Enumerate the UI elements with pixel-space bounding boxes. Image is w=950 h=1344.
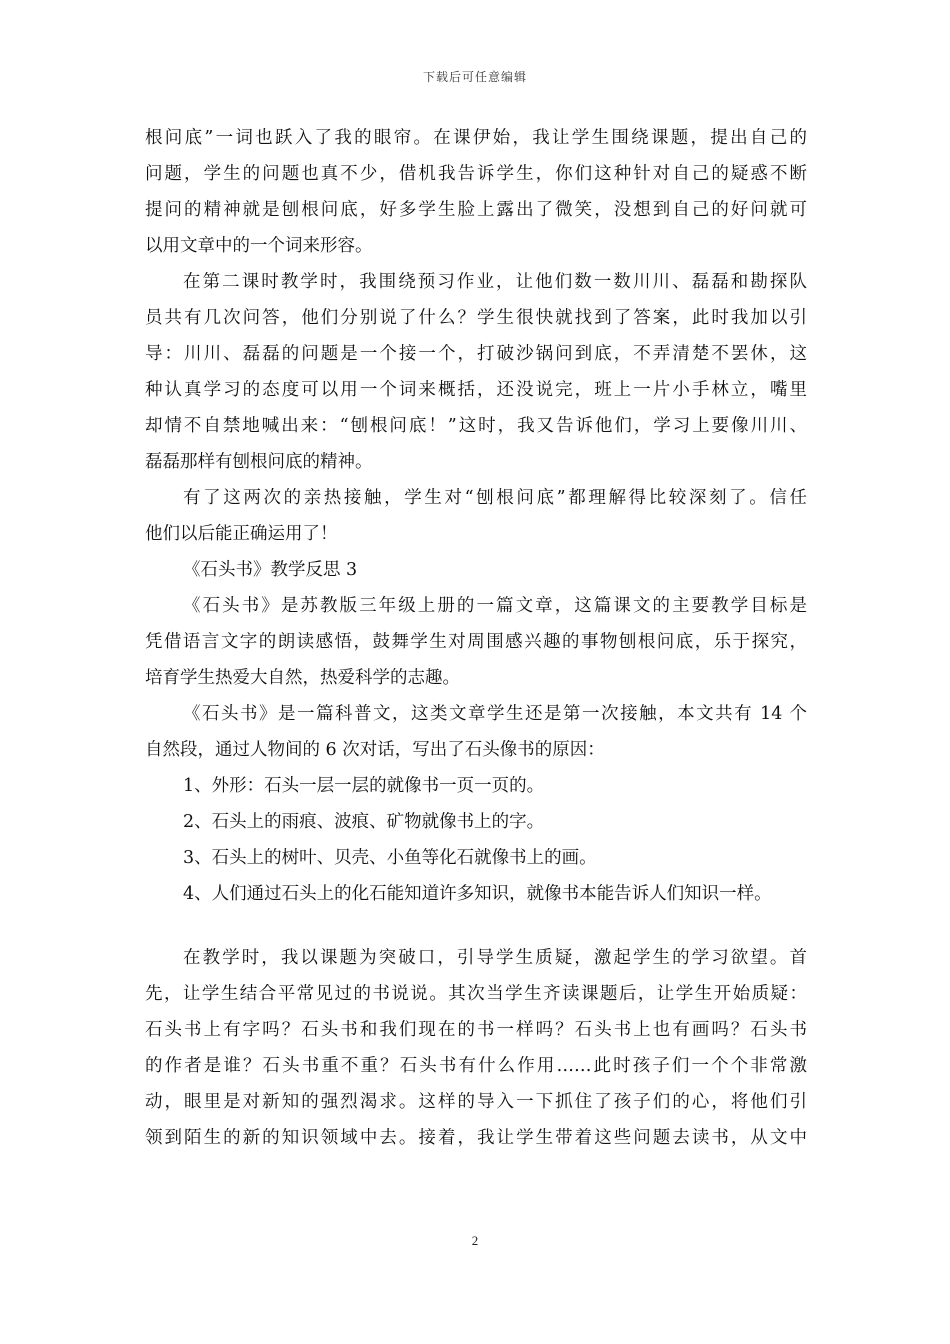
text-line: 的作者是谁？石头书重不重？石头书有什么作用……此时孩子们一个个非常激: [145, 1056, 807, 1076]
text-line: 凭借语言文字的朗读感悟，鼓舞学生对周围感兴趣的事物刨根问底，乐于探究，: [145, 632, 807, 652]
text-line: 先，让学生结合平常见过的书说说。其次当学生齐读课题后，让学生开始质疑：: [145, 984, 807, 1004]
text-line: 领到陌生的新的知识领域中去。接着，我让学生带着这些问题去读书，从文中: [145, 1128, 807, 1148]
text-line: 有了这两次的亲热接触，学生对“刨根问底”都理解得比较深刻了。信任: [183, 488, 807, 508]
text-line: 提问的精神就是刨根问底，好多学生脸上露出了微笑，没想到自己的好问就可: [145, 200, 807, 220]
text-line: 导：川川、磊磊的问题是一个接一个，打破沙锅问到底，不弄清楚不罢休，这: [145, 344, 807, 364]
text-line: 种认真学习的态度可以用一个词来概括，还没说完，班上一片小手林立，嘴里: [145, 380, 807, 400]
text-line: 根问底”一词也跃入了我的眼帘。在课伊始，我让学生围绕课题，提出自己的: [145, 128, 807, 148]
page-header: 下载后可任意编辑: [422, 70, 527, 84]
text-line: 动，眼里是对新知的强烈渴求。这样的导入一下抓住了孩子们的心，将他们引: [145, 1092, 807, 1112]
list-item: 4、人们通过石头上的化石能知道许多知识，就像书本能告诉人们知识一样。: [183, 884, 772, 904]
text-line: 在教学时，我以课题为突破口，引导学生质疑，激起学生的学习欲望。首: [183, 948, 807, 968]
text-line: 以用文章中的一个词来形容。: [145, 236, 373, 256]
text-line: 石头书上有字吗？石头书和我们现在的书一样吗？石头书上也有画吗？石头书: [145, 1020, 807, 1040]
text-line: 磊磊那样有刨根问底的精神。: [145, 452, 373, 472]
text-line: 《石头书》是一篇科普文，这类文章学生还是第一次接触，本文共有 14 个: [183, 704, 807, 724]
text-line: 问题，学生的问题也真不少，借机我告诉学生，你们这种针对自己的疑惑不断: [145, 164, 807, 184]
text-line: 在第二课时教学时，我围绕预习作业，让他们数一数川川、磊磊和勘探队: [183, 272, 807, 292]
list-item: 1、外形：石头一层一层的就像书一页一页的。: [183, 776, 545, 796]
section-title: 《石头书》教学反思 3: [183, 560, 358, 580]
text-line: 员共有几次问答，他们分别说了什么？学生很快就找到了答案，此时我加以引: [145, 308, 807, 328]
text-line: 他们以后能正确运用了！: [145, 524, 338, 544]
list-item: 2、石头上的雨痕、波痕、矿物就像书上的字。: [183, 812, 545, 832]
text-line: 自然段，通过人物间的 6 次对话，写出了石头像书的原因：: [145, 740, 605, 760]
page-number: 2: [471, 1233, 479, 1248]
list-item: 3、石头上的树叶、贝壳、小鱼等化石就像书上的画。: [183, 848, 597, 868]
text-line: 《石头书》是苏教版三年级上册的一篇文章，这篇课文的主要教学目标是: [183, 596, 807, 616]
document-body: [145, 120, 807, 1156]
paragraph-gap: [145, 912, 807, 940]
text-line: 却情不自禁地喊出来：“刨根问底！”这时，我又告诉他们，学习上要像川川、: [145, 416, 807, 436]
text-line: 培育学生热爱大自然，热爱科学的志趣。: [145, 668, 460, 688]
